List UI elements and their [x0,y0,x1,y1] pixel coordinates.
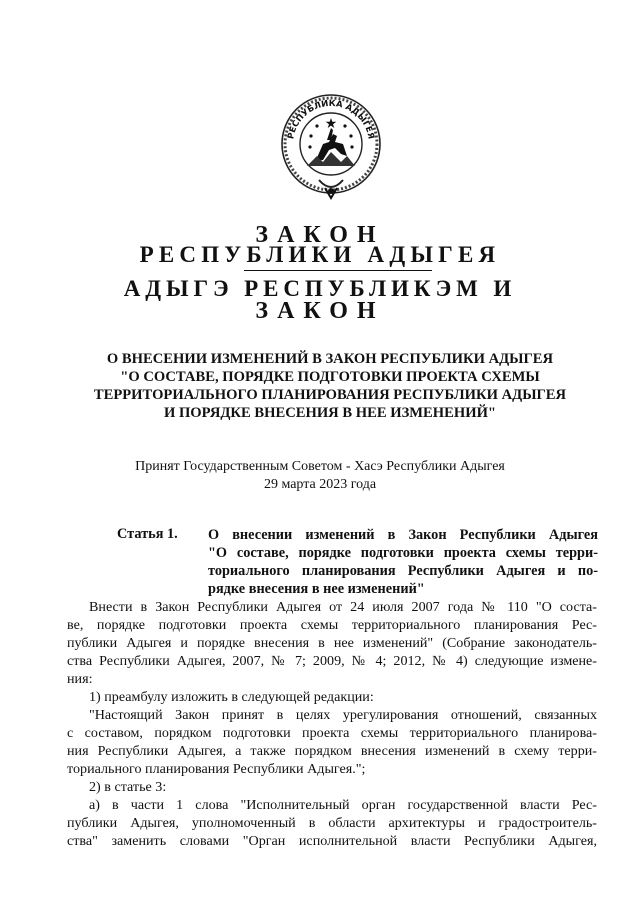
emblem-ring-text: РЕСПУБЛИКА АДЫГЕЯ [286,98,376,140]
article-title-line: "О составе, порядке подготовки проекта схемы терри- [208,545,598,561]
article-title-line: О внесении изменений в Закон Республики Адыгея [208,527,598,543]
body-text-line: 1) преамбулу изложить в следующей редакции: [89,689,374,705]
body-text-line: ния: [67,671,93,687]
body-text-line: а) в части 1 слова "Исполнительный орган государственной власти Рес- [89,797,597,813]
article-label: Статья 1. [117,526,178,542]
body-text-line: ве, порядке подготовки проекта схемы территориального планирования Рес- [67,617,597,633]
body-text-line: с составом, порядком подготовки проекта схемы территориального планирова- [67,725,597,741]
adopted-by-line: Принят Государственным Советом - Хасэ Республики Адыгея [135,459,505,474]
body-text-line: ства" заменить словами "Орган исполнительной власти Республики Адыгея, [67,833,597,849]
body-text-line: ния Республики Адыгея, а также порядком внесения изменений в схему терри- [67,743,597,759]
header-title-zakon: ЗАКОН [255,222,385,248]
article-title-line: ториального планирования Республики Адыгея и по- [208,563,598,579]
body-text-line: публики Адыгея, уполномоченный в области архитектуры и градостроитель- [67,815,597,831]
body-text-line: ства Республики Адыгея, 2007, № 7; 2009, № 4; 2012, № 4) следующие измене- [67,653,597,669]
law-subject-line: ТЕРРИТОРИАЛЬНОГО ПЛАНИРОВАНИЯ РЕСПУБЛИКИ АДЫГЕЯ [93,387,567,403]
header-title-zakon-adyghe: ЗАКОН [255,298,385,324]
body-text-line: "Настоящий Закон принят в целях урегулирования отношений, связанных [89,707,597,723]
law-subject-line: О ВНЕСЕНИИ ИЗМЕНЕНИЙ В ЗАКОН РЕСПУБЛИКИ АДЫГЕЯ [106,351,554,367]
body-text-line: ториального планирования Республики Адыгея."; [67,761,366,777]
law-subject-line: И ПОРЯДКЕ ВНЕСЕНИЯ В НЕЕ ИЗМЕНЕНИЙ" [163,405,497,421]
body-text-line: Внести в Закон Республики Адыгея от 24 июля 2007 года № 110 "О соста- [89,599,597,615]
body-text-line: публики Адыгея и порядке внесения в нее изменений" (Собрание законодатель- [67,635,597,651]
adoption-date: 29 марта 2023 года [263,477,377,492]
header-title-republic: РЕСПУБЛИКИ АДЫГЕЯ [139,242,501,267]
header-title-adyghe: АДЫГЭ РЕСПУБЛИКЭМ И [123,276,517,301]
body-text-line: 2) в статье 3: [89,779,167,795]
article-title-line: рядке внесения в нее изменений" [208,581,425,597]
header-divider [244,270,432,271]
law-subject-line: "О СОСТАВЕ, ПОРЯДКЕ ПОДГОТОВКИ ПРОЕКТА СХЕМЫ [120,369,540,385]
coat-of-arms-emblem [271,84,391,204]
